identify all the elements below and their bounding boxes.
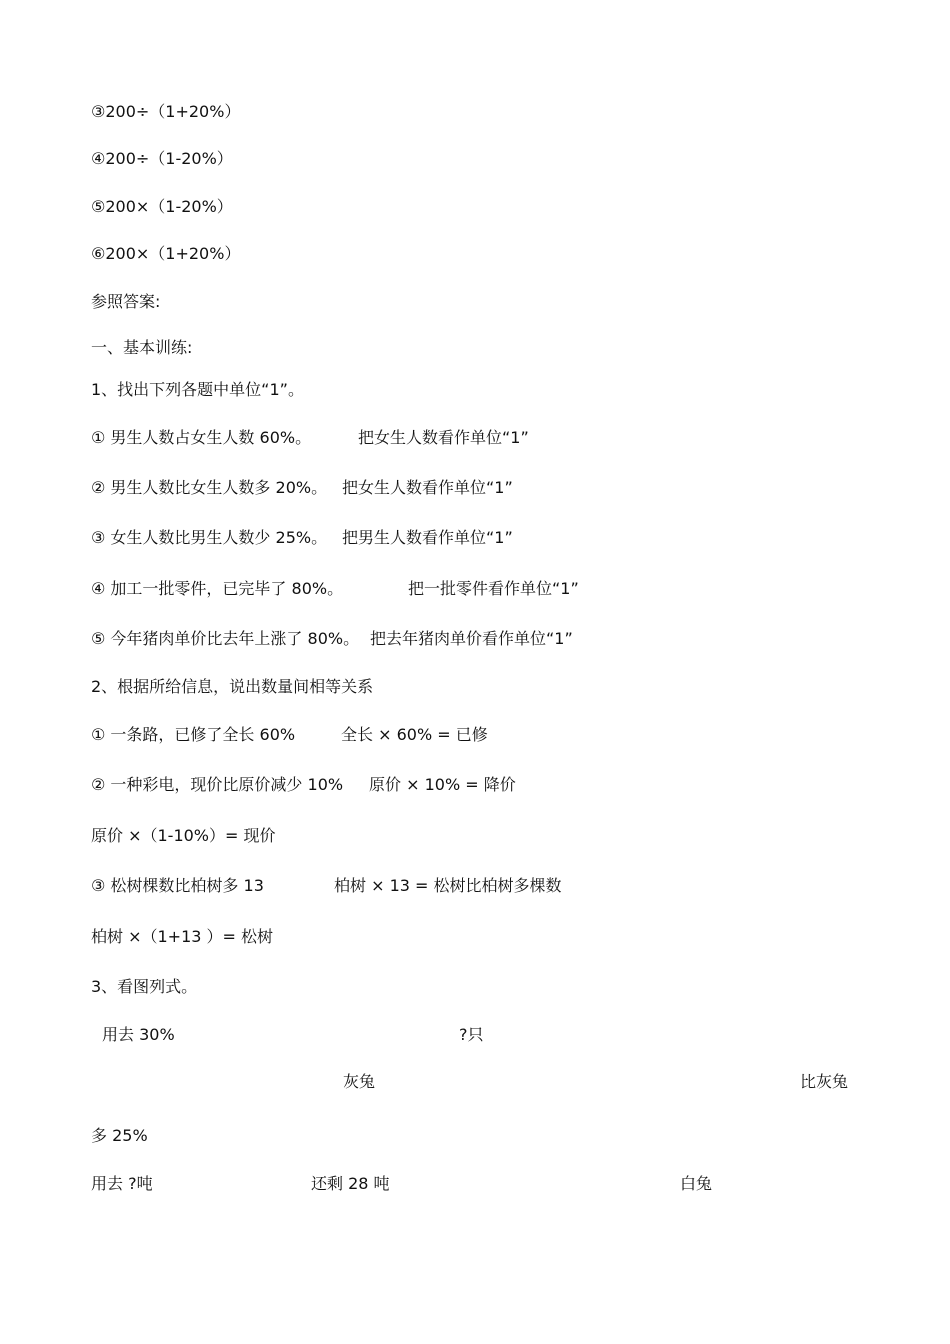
section1-heading: 一、基本训练: (91, 338, 193, 357)
q2-item-2-answer: 原价 × 10% = 降价 (369, 775, 516, 794)
q1-item-4-statement: ④ 加工一批零件，已完毕了 80%。 (91, 579, 344, 598)
q1-item-2-statement: ② 男生人数比女生人数多 20%。 (91, 478, 328, 497)
q1-item-1-statement: ① 男生人数占女生人数 60%。 (91, 428, 312, 447)
q3-label-used-tons: 用去 ?吨 (91, 1174, 153, 1193)
formula-3: ③200÷（1+20%） (91, 102, 241, 121)
q3-label-more-pct: 多 25% (91, 1126, 148, 1145)
answer-heading: 参照答案: (91, 292, 161, 311)
q3-label-white-rabbit: 白兔 (680, 1174, 713, 1193)
q3-label-more-than-grey: 比灰兔 (800, 1072, 849, 1091)
q2-item-3-statement: ③ 松树棵数比柏树多 13 (91, 876, 264, 895)
q1-item-5-answer: 把去年猪肉单价看作单位“1” (370, 629, 573, 648)
q2-item-1-answer: 全长 × 60% = 已修 (341, 725, 488, 744)
q1-item-3-statement: ③ 女生人数比男生人数少 25%。 (91, 528, 328, 547)
q1-item-4-answer: 把一批零件看作单位“1” (408, 579, 579, 598)
q2-item-3-answer: 柏树 × 13 = 松树比柏树多棵数 (334, 876, 562, 895)
q1-item-3-answer: 把男生人数看作单位“1” (342, 528, 513, 547)
q1-title: 1、找出下列各题中单位“1”。 (91, 380, 304, 399)
formula-5: ⑤200×（1-20%） (91, 197, 233, 216)
q3-label-question-count: ?只 (459, 1025, 484, 1044)
q2-item-3-answer-2: 柏树 ×（1+13 ）= 松树 (91, 927, 274, 946)
formula-6: ⑥200×（1+20%） (91, 244, 241, 263)
formula-4: ④200÷（1-20%） (91, 149, 233, 168)
q2-item-2-answer-2: 原价 ×（1-10%）= 现价 (91, 826, 276, 845)
q1-item-5-statement: ⑤ 今年猪肉单价比去年上涨了 80%。 (91, 629, 360, 648)
q1-item-1-answer: 把女生人数看作单位“1” (358, 428, 529, 447)
q3-label-used-pct: 用去 30% (102, 1025, 175, 1044)
q2-item-1-statement: ① 一条路，已修了全长 60% (91, 725, 296, 744)
q1-item-2-answer: 把女生人数看作单位“1” (342, 478, 513, 497)
q3-title: 3、看图列式。 (91, 977, 198, 996)
q3-label-remaining: 还剩 28 吨 (311, 1174, 390, 1193)
q2-title: 2、根据所给信息，说出数量间相等关系 (91, 677, 374, 696)
q3-label-grey-rabbit: 灰兔 (343, 1072, 376, 1091)
q2-item-2-statement: ② 一种彩电，现价比原价减少 10% (91, 775, 344, 794)
